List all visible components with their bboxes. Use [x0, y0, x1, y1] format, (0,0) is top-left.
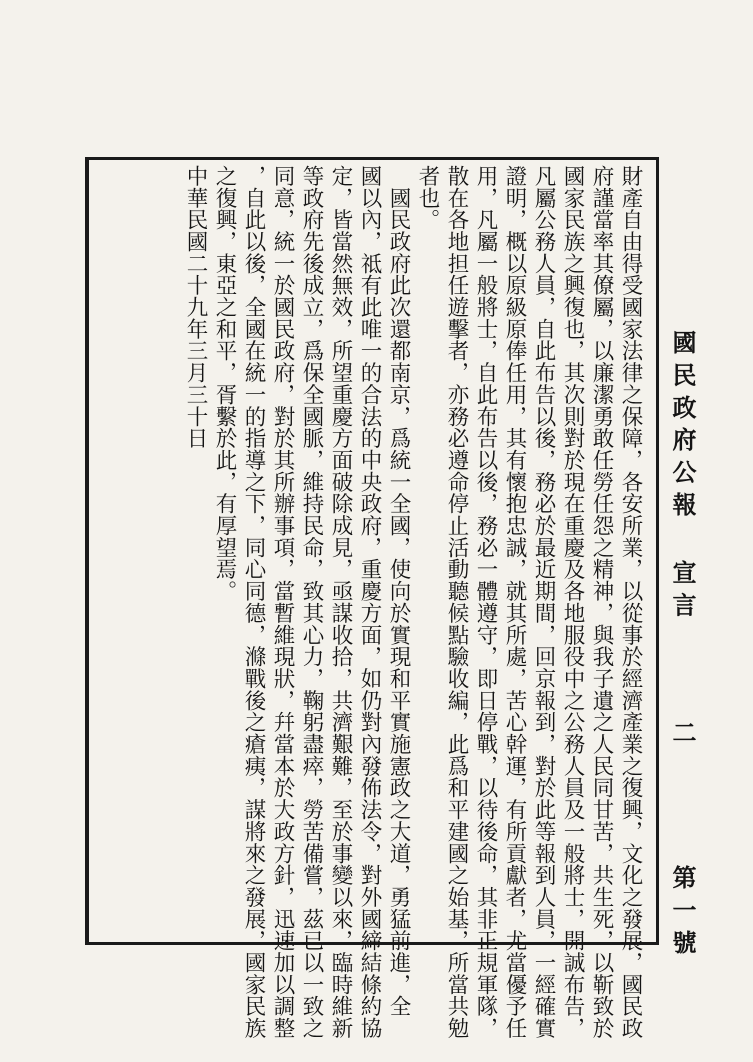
text-column: 府謹當率其僚屬，以廉潔勇敢任勞任怨之精神，與我子遺之人民同甘苦，共生死，以靳致於 — [589, 165, 614, 1039]
section-label: 宣 言 — [668, 560, 697, 617]
text-column: 者也。 — [415, 165, 440, 231]
text-column: 定，皆當然無效，所望重慶方面破除成見，亟謀收拾，共濟艱難，至於事變以來，臨時維新 — [328, 165, 353, 1039]
text-column: 國家民族之興復也，其次則對於現在重慶及各地服役中之公務人員及一般將士，開誠布告， — [560, 165, 585, 1039]
text-column: 凡屬公務人員，自此布告以後，務必於最近期間，回京報到，對於此等報到人員，一經確實 — [531, 165, 556, 1039]
text-column: 證明，概以原級原俸任用，其有懷抱忠誠，就其所處，苦心幹運，有所貢獻者，尤當優予任 — [502, 165, 527, 1039]
page-number: 二 — [668, 720, 697, 744]
text-column: 等政府先後成立，爲保全國脈，維持民命，致其心力，鞠躬盡瘁，勞苦備嘗，茲已以一致之 — [299, 165, 324, 1039]
issue-number: 第 一 號 — [668, 865, 697, 954]
text-column: 國民政府此次還都南京，爲統一全國，使向於實現和平實施憲政之大道，勇猛前進，全 — [386, 165, 411, 1018]
text-column: 之復興，東亞之和平，胥繫於此，有厚望焉。 — [212, 165, 237, 602]
text-column: 國以內，祗有此唯一的合法的中央政府，重慶方面，如仍對內發佈法令，對外國締結條約協 — [357, 165, 382, 1039]
text-column: 用，凡屬一般將士，自此布告以後，務必一體遵守，即日停戰，以待後命，其非正規軍隊， — [473, 165, 498, 1039]
text-column: 散在各地担任遊擊者，亦務必遵命停止活動聽候點驗收編，此爲和平建國之始基，所當共勉 — [444, 165, 469, 1039]
gazette-title: 國 民 政 府 公 報 — [668, 330, 697, 516]
text-column: 同意，統一於國民政府，對於其所辦事項，當暫維現狀，幷當本於大政方針，迅速加以調整 — [270, 165, 295, 1039]
text-column: ，自此以後，全國在統一的指導之下，同心同德，滌戰後之瘡痍，謀將來之發展，國家民族 — [241, 165, 266, 1039]
date-line: 中華民國二十九年三月三十日 — [183, 165, 208, 450]
frame-inner-rule — [85, 157, 89, 945]
text-column: 財產自由得受國家法律之保障，各安所業，以從事於經濟產業之復興，文化之發展，國民政 — [618, 165, 643, 1039]
